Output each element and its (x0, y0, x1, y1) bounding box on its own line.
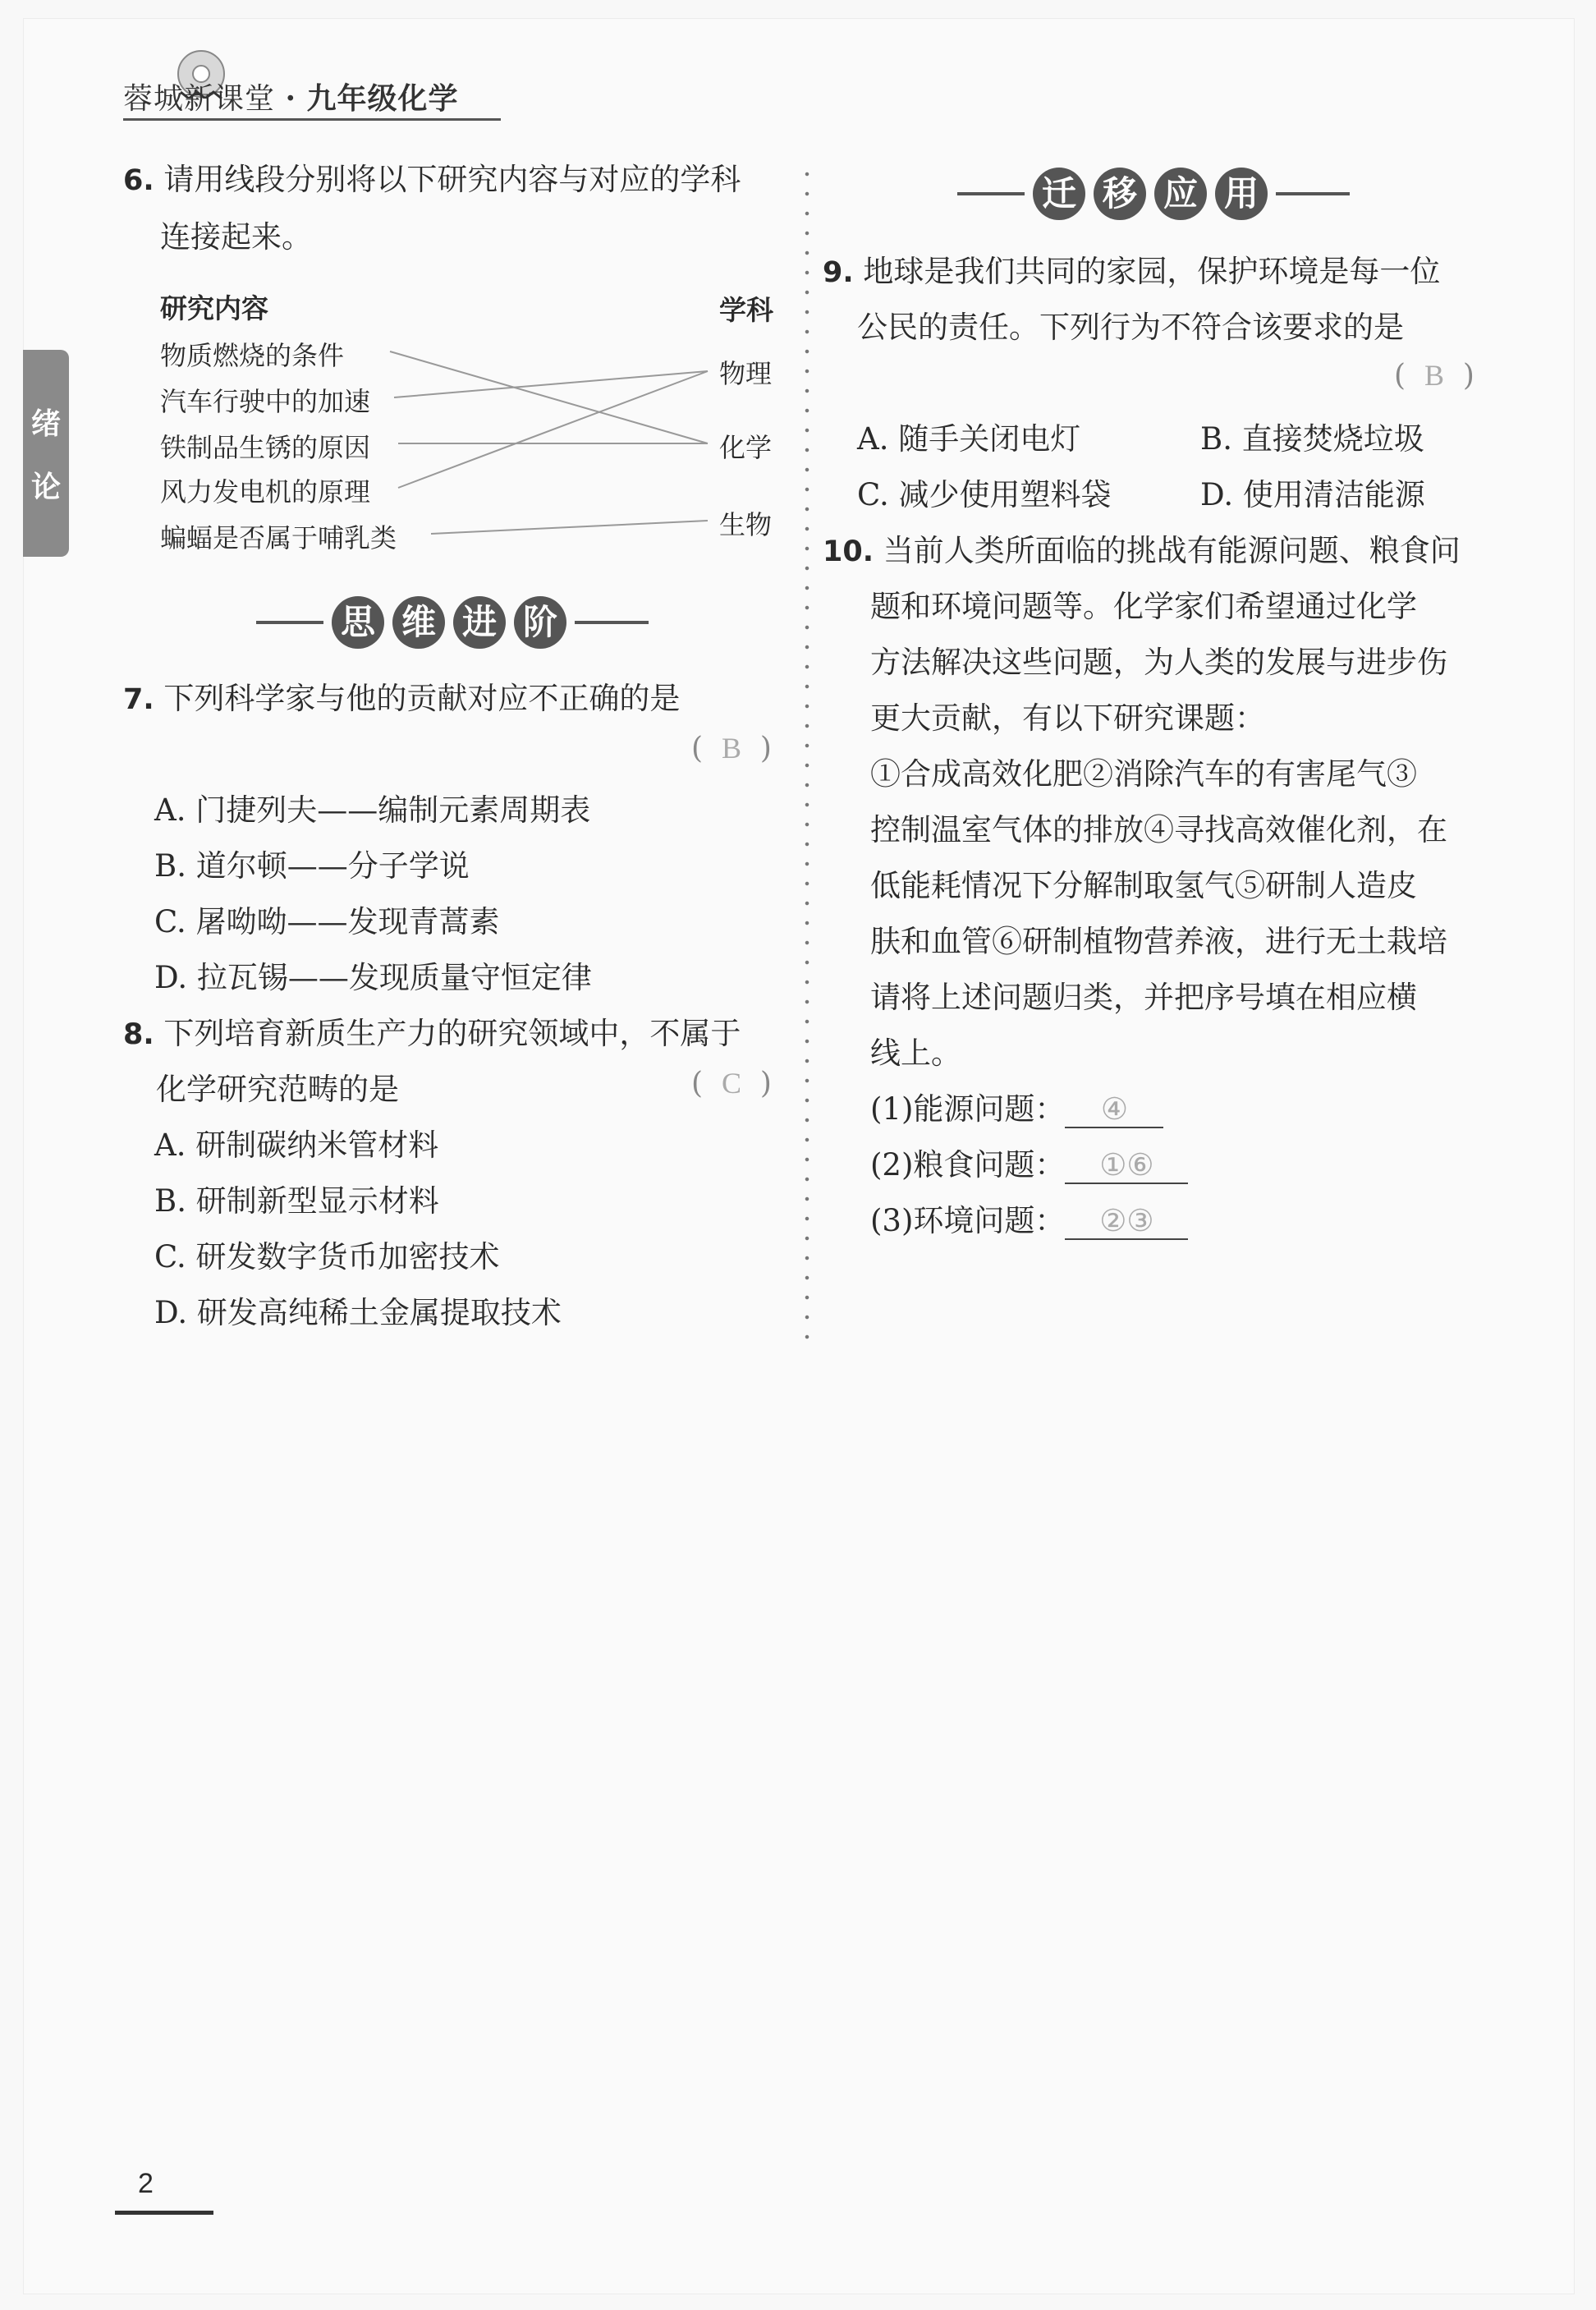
q10-text-line: 题和环境问题等。化学家们希望通过化学 (870, 589, 1417, 624)
question-number: 6. (123, 164, 154, 197)
q6-text: 请用线段分别将以下研究内容与对应的学科 (163, 162, 741, 197)
q10-stem-line1 (823, 526, 1461, 570)
q9-stem-line1 (823, 246, 1440, 291)
header-dot: · (285, 81, 297, 116)
answer-blank[interactable]: ①⑥ (1065, 1147, 1188, 1184)
q8-option: B. 研制新型显示材料 (154, 1183, 439, 1219)
q6-stem-line2: 连接起来。 (160, 219, 312, 255)
match-line (390, 351, 708, 443)
q8-option: A. 研制碳纳米管材料 (154, 1127, 439, 1163)
subject-name: 九年级化学 (306, 81, 459, 116)
q7-option: D. 拉瓦锡——发现质量守恒定律 (154, 960, 592, 995)
subject-item: 物理 (719, 358, 773, 389)
q7-answer-bracket: ( B ) (691, 732, 772, 765)
question-number: 8. (123, 1018, 154, 1051)
series-name: 蓉城新课堂 (123, 82, 276, 116)
research-item: 物质燃烧的条件 (160, 340, 345, 371)
q10-blank-food (870, 1140, 1188, 1184)
q8-answer-bracket: ( C ) (691, 1067, 772, 1100)
match-line (431, 521, 708, 534)
q9-option: C. 减少使用塑料袋 (857, 477, 1112, 512)
q7-option: C. 屠呦呦——发现青蒿素 (154, 904, 500, 939)
banner-char: 用 (1215, 168, 1268, 220)
q7-stem (123, 673, 680, 718)
q8-stem-line2: 化学研究范畴的是 (156, 1072, 399, 1107)
q10-text-line: 请将上述问题归类，并把序号填在相应横 (870, 980, 1417, 1015)
banner-char: 维 (392, 596, 445, 649)
banner-char: 阶 (514, 596, 566, 649)
answer-blank[interactable]: ④ (1065, 1091, 1163, 1128)
section-banner-application (957, 161, 1360, 227)
question-number: 7. (123, 683, 154, 716)
side-tab-char: 绪 (30, 407, 61, 441)
q9-answer: B (1424, 359, 1444, 392)
blank-label: (1)能源问题： (870, 1091, 1066, 1127)
q8-text: 下列培育新质生产力的研究领域中，不属于 (163, 1016, 741, 1051)
q10-text-line: 控制温室气体的排放④寻找高效催化剂，在 (870, 812, 1447, 847)
q10-text-line: 方法解决这些问题，为人类的发展与进步伤 (870, 645, 1447, 680)
blank-label: (2)粮食问题： (870, 1147, 1066, 1183)
q10-text-line: 低能耗情况下分解制取氢气⑤研制人造皮 (870, 868, 1417, 903)
banner-dash (575, 621, 649, 624)
matching-right-heading: 学科 (719, 294, 773, 326)
q10-text-line: 肤和血管⑥研制植物营养液，进行无土栽培 (870, 924, 1447, 959)
section-banner-thinking (256, 590, 658, 655)
answer-blank[interactable]: ②③ (1065, 1203, 1188, 1240)
banner-char: 迁 (1033, 168, 1085, 220)
q7-option: A. 门捷列夫——编制元素周期表 (154, 792, 591, 828)
q9-option: D. 使用清洁能源 (1200, 477, 1425, 512)
page-number: 2 (138, 2168, 154, 2199)
side-tab-char: 论 (30, 471, 61, 504)
q8-answer: C (721, 1067, 741, 1100)
research-item: 蝙蝠是否属于哺乳类 (160, 522, 397, 553)
q8-stem-line1 (123, 1008, 741, 1053)
q9-answer-bracket: ( B ) (1394, 359, 1474, 393)
subject-item: 化学 (719, 432, 773, 463)
q10-text-line: 线上。 (870, 1036, 961, 1071)
q7-text: 下列科学家与他的贡献对应不正确的是 (163, 681, 681, 716)
q10-text: 当前人类所面临的挑战有能源问题、粮食问 (883, 533, 1461, 568)
question-number: 10. (823, 535, 874, 568)
banner-char: 移 (1094, 168, 1146, 220)
q10-blank-energy (870, 1084, 1163, 1128)
page-number-rule (115, 2211, 213, 2215)
q10-text-line: 更大贡献，有以下研究课题： (870, 700, 1265, 736)
banner-char: 进 (453, 596, 506, 649)
q10-blank-environment (870, 1196, 1188, 1240)
banner-char: 应 (1154, 168, 1207, 220)
blank-label: (3)环境问题： (870, 1203, 1066, 1238)
q7-answer: B (721, 732, 741, 765)
banner-char: 思 (332, 596, 384, 649)
match-line (394, 371, 708, 397)
research-item: 风力发电机的原理 (160, 476, 371, 507)
q8-option: D. 研发高纯稀土金属提取技术 (154, 1295, 562, 1330)
q9-option: A. 随手关闭电灯 (857, 421, 1081, 457)
subject-item: 生物 (719, 509, 773, 540)
research-item: 铁制品生锈的原因 (160, 432, 371, 463)
banner-dash (256, 621, 323, 624)
q10-text-line: ①合成高效化肥②消除汽车的有害尾气③ (870, 756, 1417, 792)
q7-option: B. 道尔顿——分子学说 (154, 848, 470, 884)
q9-stem-line2: 公民的责任。下列行为不符合该要求的是 (857, 310, 1404, 345)
q8-option: C. 研发数字货币加密技术 (154, 1239, 500, 1274)
banner-dash (957, 192, 1025, 195)
question-number: 9. (823, 256, 854, 289)
banner-dash (1276, 192, 1350, 195)
matching-left-heading: 研究内容 (160, 292, 268, 324)
research-item: 汽车行驶中的加速 (160, 386, 371, 417)
q9-option: B. 直接焚烧垃圾 (1200, 421, 1424, 457)
q9-text: 地球是我们共同的家园，保护环境是每一位 (863, 254, 1441, 289)
